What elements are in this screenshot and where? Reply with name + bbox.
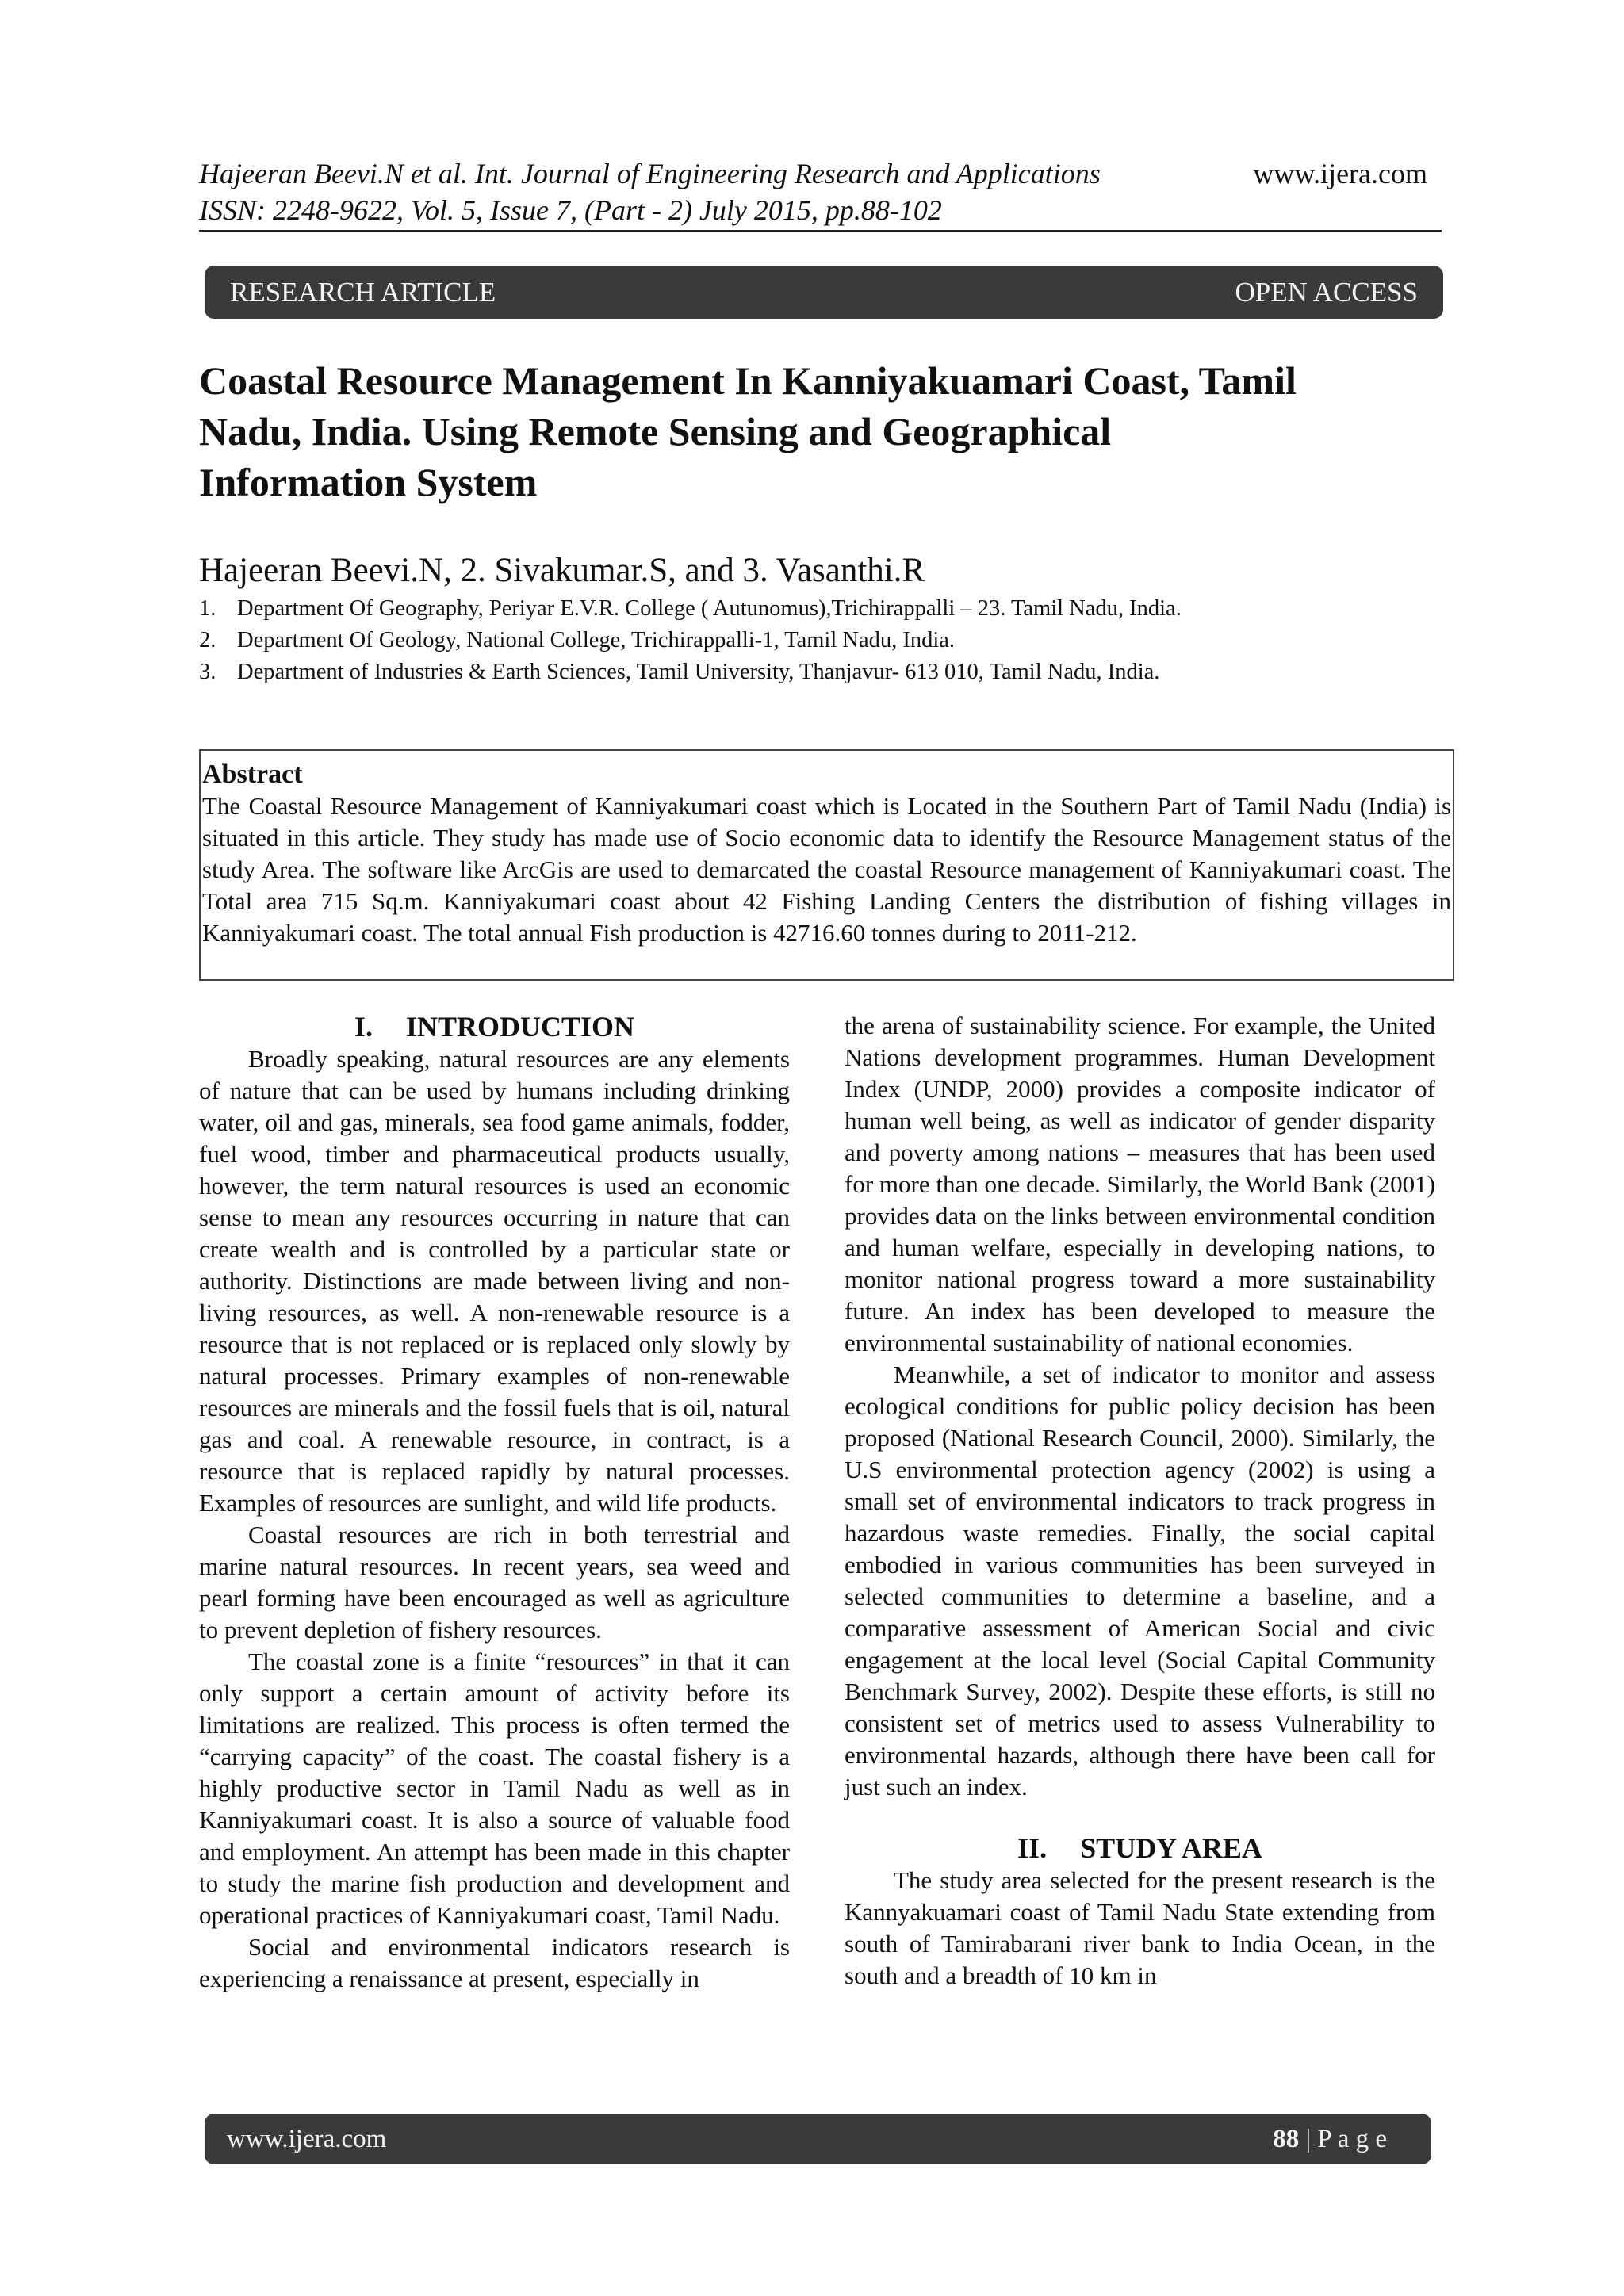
affiliation-text: Department Of Geology, National College, Trichirappalli-1, Tamil Nadu, India.: [237, 628, 956, 652]
article-type-banner: [205, 266, 1443, 319]
page-number-label: [1273, 2125, 1387, 2154]
body-paragraph: the arena of sustainability science. For example, the United Nations development programmes. Human Development Index (UNDP, 2000) provides a composite indicator of human well being, as well as indicator of gender disparity and poverty among nations – measures that has been used for more than one decade. Similarly, the World Bank (2001) provides data on the links between environmental condition and human welfare, especially in developing nations, to monitor national progress toward a more sustainability future. An index has been developed to measure the environmental sustainability of national economies.: [845, 1012, 1435, 1357]
header-divider: [199, 230, 1442, 232]
journal-issn: ISSN: 2248-9622, Vol. 5, Issue 7, (Part - 2) July 2015, pp.88-102: [199, 194, 942, 226]
section-title: STUDY AREA: [1080, 1832, 1262, 1864]
abstract-text: The Coastal Resource Management of Kanniyakumari coast which is Located in the Southern Part of Tamil Nadu (India) is situated in this article. They study has made use of Socio economic data to identify the Resource Management status of the study Area. The software like ArcGis are used to demarcated the coastal Resource management of Kanniyakumari coast. The Total area 715 Sq.m. Kanniyakumari coast about 42 Fishing Landing Centers the distribution of fishing villages in Kanniyakumari coast. The total annual Fish production is 42716.60 tonnes during to 2011-212.: [202, 792, 1451, 947]
footer-website[interactable]: www.ijera.com: [227, 2124, 387, 2153]
intro-heading: [199, 1010, 790, 1043]
open-access-label: OPEN ACCESS: [1235, 276, 1418, 308]
affiliation-item: [199, 625, 1182, 656]
title-line: Information System: [199, 460, 538, 504]
title-line: Nadu, India. Using Remote Sensing and Geographical: [199, 409, 1112, 453]
body-paragraph: Coastal resources are rich in both terrestrial and marine natural resources. In recent years, sea weed and pearl forming have been encouraged as well as agriculture to prevent depletion of fishery resources.: [199, 1521, 790, 1644]
affiliation-number: 1.: [199, 596, 216, 621]
journal-header: [199, 155, 1101, 228]
body-paragraph: Broadly speaking, natural resources are any elements of nature that can be used by humans including drinking water, oil and gas, minerals, sea food game animals, fodder, fuel wood, timber and pharmaceutical products usually, however, the term natural resources is used an economic sense to mean any resources occurring in nature that can create wealth and is controlled by a particular state or authority. Distinctions are made between living and non- living resources, as well. A non-renewable resource is a resource that is not replaced or is replaced only slowly by natural processes. Primary examples of non-renewable resources are minerals and the fossil fuels that is oil, natural gas and coal. A renewable resource, in contract, is a resource that is replaced rapidly by natural processes. Examples of resources are sunlight, and wild life products.: [199, 1045, 790, 1517]
section-number: I.: [354, 1011, 373, 1043]
abstract-box: [199, 749, 1454, 981]
right-column: [845, 1010, 1435, 1992]
left-column: [199, 1010, 790, 1995]
journal-website[interactable]: www.ijera.com: [1253, 158, 1427, 189]
body-paragraph: The coastal zone is a finite “resources” in that it can only support a certain amount of activity before its limitations are realized. This process is often termed the “carrying capacity” of the coast. The coastal fishery is a highly productive sector in Tamil Nadu as well as in Kanniyakumari coast. It is also a source of valuable food and employment. An attempt has been made in this chapter to study the marine fish production and development and operational practices of Kanniyakumari coast, Tamil Nadu.: [199, 1647, 790, 1929]
paper-title: [199, 355, 1452, 507]
section-number: II.: [1017, 1832, 1048, 1864]
page-number: 88: [1273, 2124, 1300, 2153]
abstract-heading: Abstract: [202, 760, 303, 789]
affiliation-text: Department of Industries & Earth Sciences, Tamil University, Thanjavur- 613 010, Tamil Nadu, India.: [237, 660, 1160, 684]
affiliation-number: 2.: [199, 628, 216, 652]
journal-citation: Hajeeran Beevi.N et al. Int. Journal of Engineering Research and Applications: [199, 158, 1101, 189]
title-line: Coastal Resource Management In Kanniyakuamari Coast, Tamil: [199, 358, 1297, 403]
research-article-label: RESEARCH ARTICLE: [230, 276, 496, 308]
author-list: Hajeeran Beevi.N, 2. Sivakumar.S, and 3. Vasanthi.R: [199, 552, 925, 589]
body-paragraph: Social and environmental indicators research is experiencing a renaissance at present, especially in: [199, 1933, 790, 1992]
page-footer: [205, 2114, 1431, 2164]
affiliation-list: [199, 593, 1182, 688]
body-paragraph: Meanwhile, a set of indicator to monitor and assess ecological conditions for public policy decision has been proposed (National Research Council, 2000). Similarly, the U.S environmental protection agency (2002) is using a small set of environmental indicators to track progress in hazardous waste remedies. Finally, the social capital embodied in various communities has been surveyed in selected communities to determine a baseline, and a comparative assessment of American Social and civic engagement at the local level (Social Capital Community Benchmark Survey, 2002). Despite these efforts, is still no consistent set of metrics used to assess Vulnerability to environmental hazards, although there have been call for just such an index.: [845, 1360, 1435, 1800]
affiliation-item: [199, 656, 1182, 688]
affiliation-number: 3.: [199, 660, 216, 684]
page-word: | P a g e: [1299, 2124, 1387, 2153]
section-title: INTRODUCTION: [405, 1011, 635, 1043]
affiliation-item: [199, 593, 1182, 625]
study-area-heading: [845, 1831, 1435, 1865]
affiliation-text: Department Of Geography, Periyar E.V.R. College ( Autunomus),Trichirappalli – 23. Tamil Nadu, India.: [237, 596, 1182, 621]
body-paragraph: The study area selected for the present research is the Kannyakuamari coast of Tamil Nadu State extending from south of Tamirabarani river bank to India Ocean, in the south and a breadth of 10 km in: [845, 1866, 1435, 1989]
